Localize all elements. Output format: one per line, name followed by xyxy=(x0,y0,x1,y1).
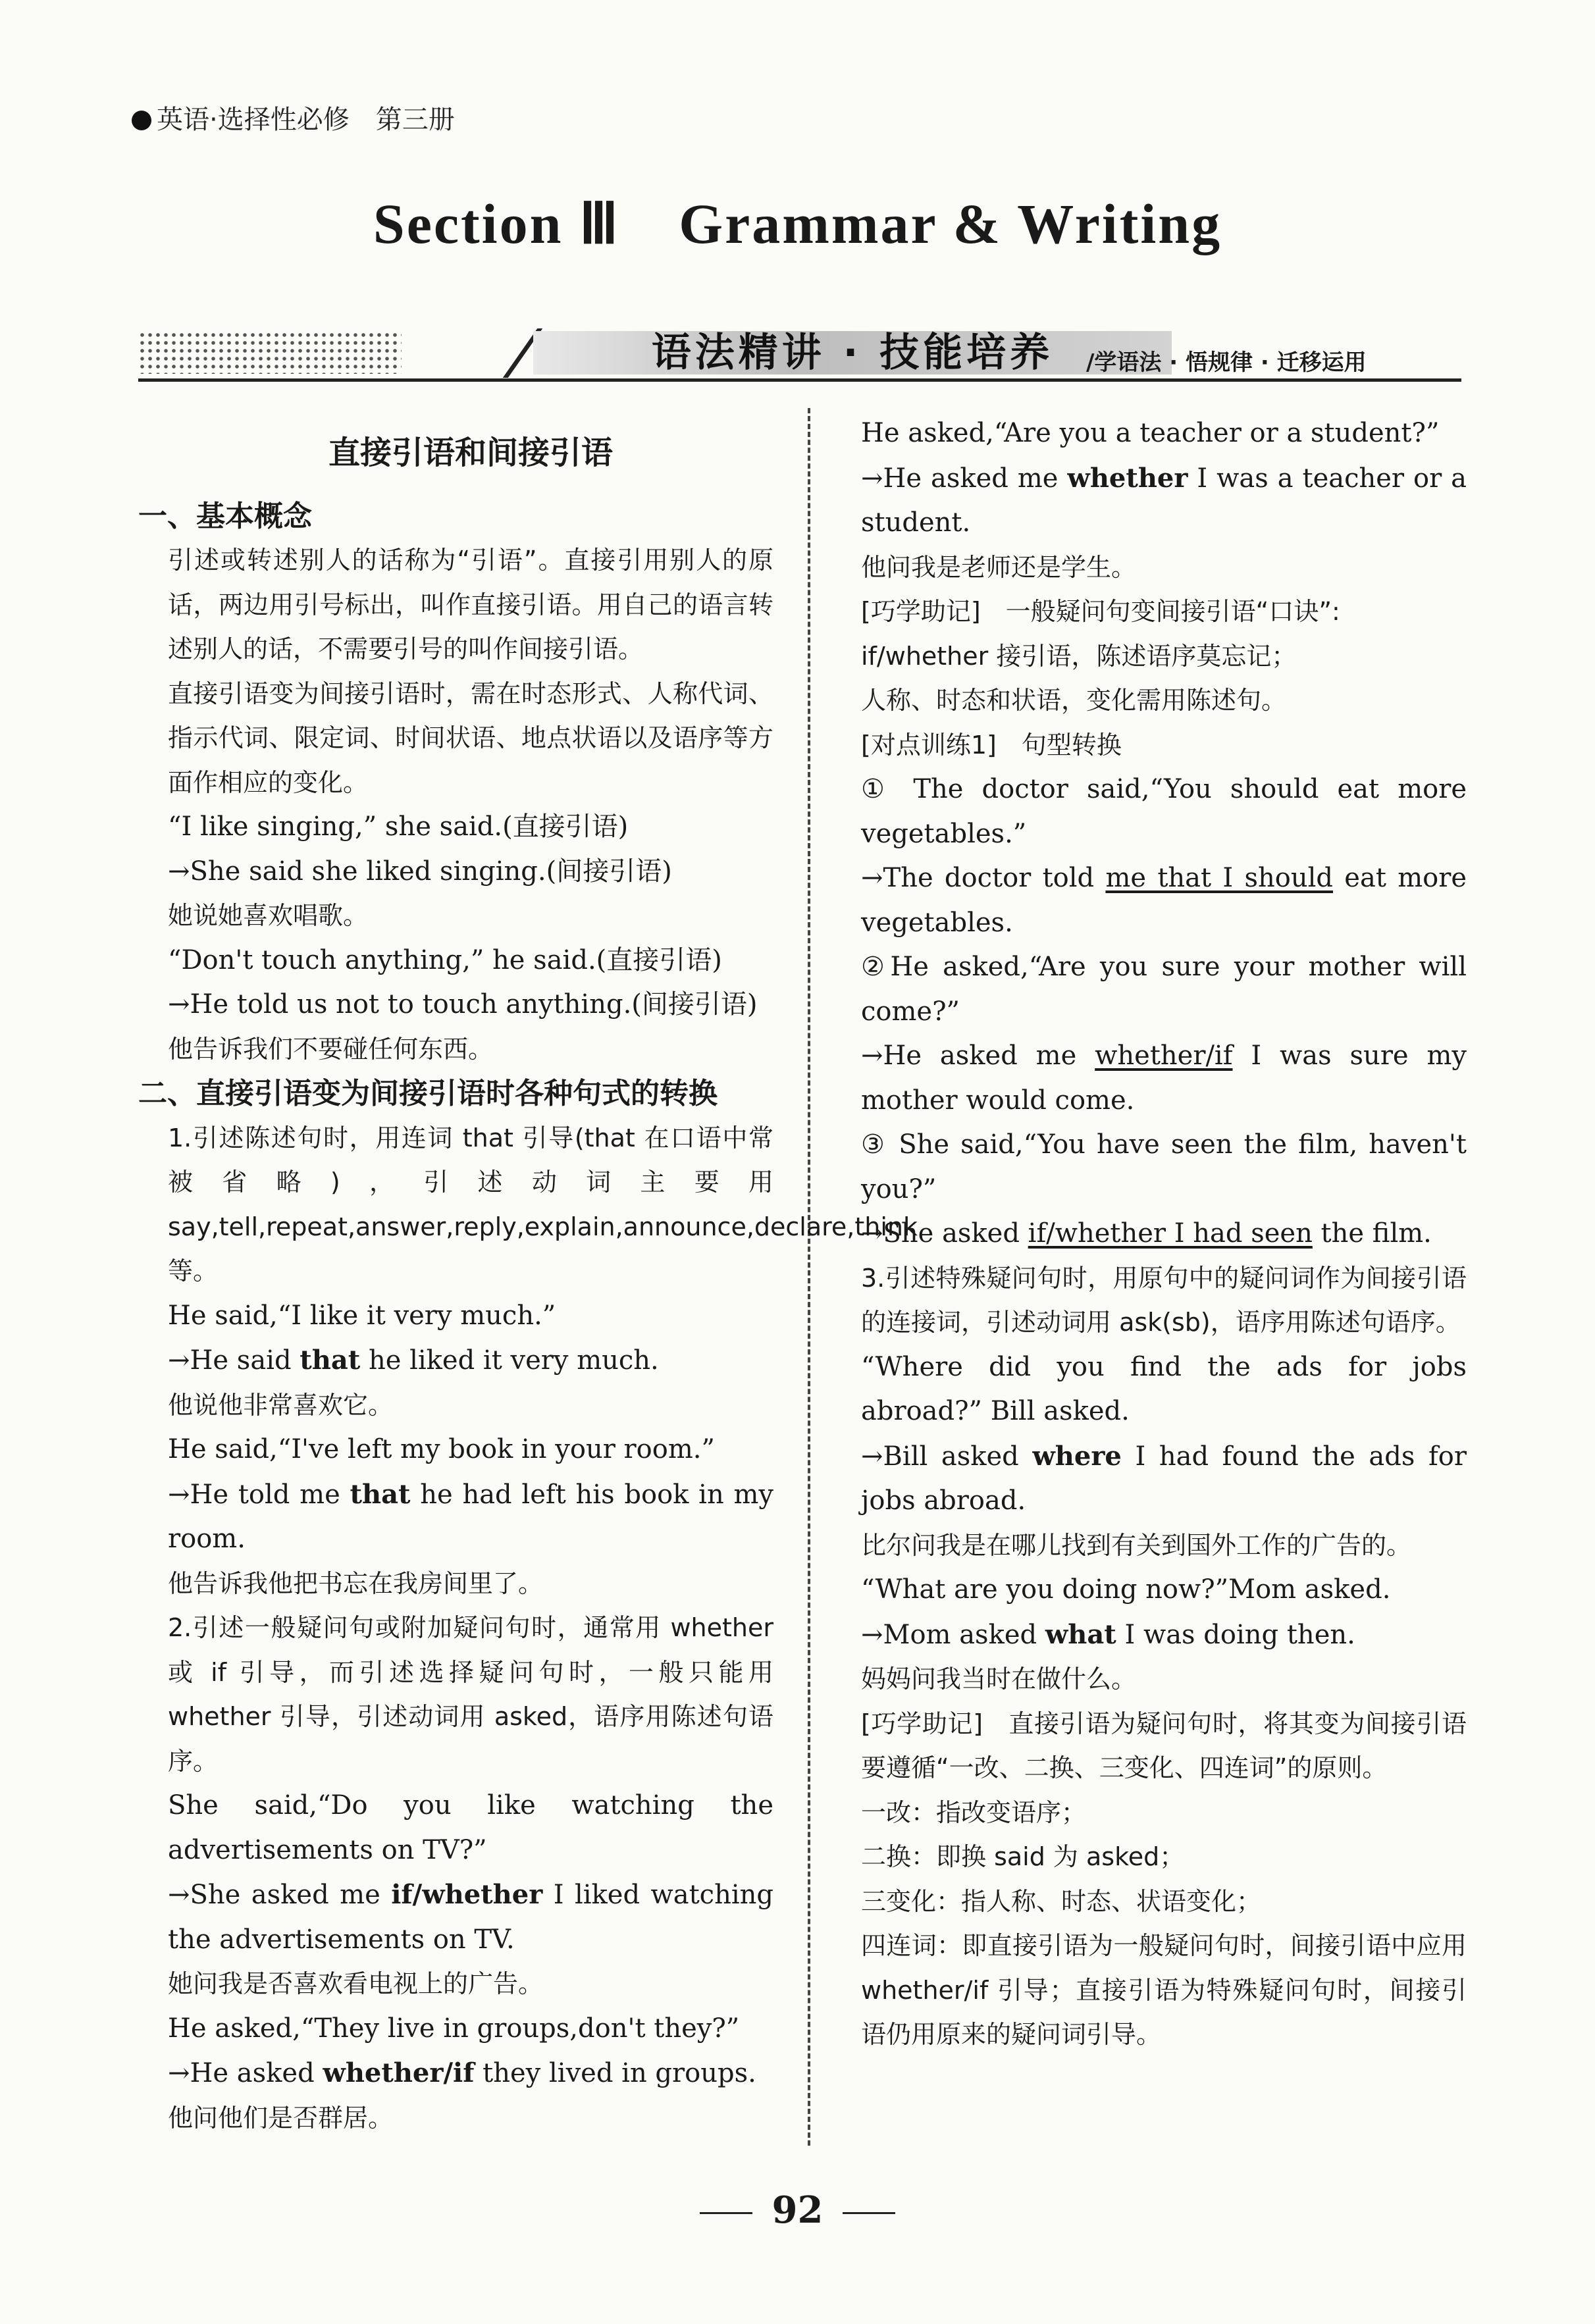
translation: 她问我是否喜欢看电视上的广告。 xyxy=(168,1969,544,1998)
memory-tip: [巧学助记] 一般疑问句变间接引语“口诀”: xyxy=(861,597,1340,626)
memory-tip: if/whether 接引语，陈述语序莫忘记； xyxy=(861,641,1297,671)
section-banner xyxy=(138,326,1461,385)
left-column xyxy=(138,431,918,2140)
translation: 他告诉我他把书忘在我房间里了。 xyxy=(168,1568,544,1598)
example: →He told me that he had left his book in my room. xyxy=(168,1478,774,1554)
tip-item: 一改：指改变语序； xyxy=(861,1797,1087,1827)
example: →Mom asked what I was doing then. xyxy=(861,1618,1355,1650)
example: →He asked whether/if they lived in groups. xyxy=(168,2057,756,2088)
exercise-question: ③ She said,“You have seen the film, haven't you?” xyxy=(861,1129,1467,1204)
exercise-answer: →She asked if/whether I had seen the film. xyxy=(861,1218,1432,1249)
translation: 他说他非常喜欢它。 xyxy=(168,1390,394,1420)
paragraph: 直接引语变为间接引语时，需在时态形式、人称代词、指示代词、限定词、时间状语、地点状语以及语序等方面作相应的变化。 xyxy=(168,679,773,797)
book-label: 英语·选择性必修 第三册 xyxy=(132,99,455,136)
rule-3: 3.引述特殊疑问句时，用原句中的疑问词作为间接引语的连接词，引述动词用 ask(sb)，语序用陈述句语序。 xyxy=(861,1263,1467,1337)
bullet-icon xyxy=(132,111,151,130)
banner-rule xyxy=(138,378,1461,382)
exercise-question: ②He asked,“Are you sure your mother will come?” xyxy=(861,952,1467,1027)
example: He asked,“They live in groups,don't they?” xyxy=(168,2013,740,2044)
example: “I like singing,” she said.(直接引语) xyxy=(168,812,629,842)
exercise-question: ① The doctor said,“You should eat more vegetables.” xyxy=(861,774,1467,849)
translation: 妈妈问我当时在做什么。 xyxy=(861,1665,1137,1693)
example: →She asked me if/whether I liked watching the advertisements on TV. xyxy=(168,1879,773,1955)
topic-heading: 直接引语和间接引语 xyxy=(328,434,613,471)
section-heading-2: 二、直接引语变为间接引语时各种句式的转换 xyxy=(138,1077,718,1110)
rule-decoration xyxy=(700,2212,752,2214)
translation: 她说她喜欢唱歌。 xyxy=(168,901,369,930)
translation: 他问我是老师还是学生。 xyxy=(861,552,1137,582)
memory-tip: 人称、时态和状语，变化需用陈述句。 xyxy=(861,686,1287,715)
banner-tag: /学语法 · 悟规律 · 迁移运用 xyxy=(1086,349,1367,376)
exercise-answer: →He asked me whether/if I was sure my mother would come. xyxy=(861,1041,1467,1116)
page-number: 92 xyxy=(0,2188,1595,2232)
example: “Don't touch anything,” he said.(直接引语) xyxy=(168,944,722,975)
tip-item: 三变化：指人称、时态、状语变化； xyxy=(861,1886,1262,1916)
translation: 比尔问我是在哪儿找到有关到国外工作的广告的。 xyxy=(861,1530,1412,1560)
right-column xyxy=(861,411,1467,2057)
example: →She said she liked singing.(间接引语) xyxy=(168,856,672,887)
rule-2: 2.引述一般疑问句或附加疑问句时，通常用 whether 或 if 引导，而引述选择疑问句时，一般只能用 whether 引导，引述动词用 asked，语序用陈述句语序。 xyxy=(168,1613,773,1776)
tip-item: 二换：即换 said 为 asked； xyxy=(861,1842,1185,1871)
example: She said,“Do you like watching the advertisements on TV?” xyxy=(168,1790,773,1865)
example: →He told us not to touch anything.(间接引语) xyxy=(168,989,758,1020)
example: →He said that he liked it very much. xyxy=(168,1345,659,1376)
translation: 他告诉我们不要碰任何东西。 xyxy=(168,1034,494,1064)
section-heading-1: 一、基本概念 xyxy=(138,499,312,533)
page-title: Section Ⅲ Grammar & Writing xyxy=(373,192,1222,255)
rule-1: 1.引述陈述句时，用连词 that 引导(that 在口语中常被省略)，引述动词主要用 say,tell,repeat,answer,reply,explain,announce,declare,think 等。 xyxy=(168,1123,918,1285)
banner-bar xyxy=(533,331,1172,374)
example: “What are you doing now?”Mom asked. xyxy=(861,1574,1391,1605)
dot-pattern-decoration xyxy=(138,331,402,374)
exercise-heading: [对点训练1] 句型转换 xyxy=(861,730,1122,760)
example: He said,“I like it very much.” xyxy=(168,1300,556,1331)
paragraph: 引述或转述别人的话称为“引语”。直接引用别人的原话，两边用引号标出，叫作直接引语。用自己的语言转述别人的话，不需要引号的叫作间接引语。 xyxy=(168,546,773,663)
banner-title: 语法精讲 · 技能培养 xyxy=(651,330,1054,376)
memory-tip: [巧学助记] 直接引语为疑问句时，将其变为间接引语要遵循“一改、二换、三变化、四连词”的原则。 xyxy=(861,1709,1467,1782)
translation: 他问他们是否群居。 xyxy=(168,2103,394,2132)
exercise-answer: →The doctor told me that I should eat more vegetables. xyxy=(861,863,1467,938)
example: →He asked me whether I was a teacher or a student. xyxy=(861,462,1467,538)
tip-item: 四连词：即直接引语为一般疑问句时，间接引语中应用 whether/if 引导；直接引语为特殊疑问句时，间接引语仍用原来的疑问词引导。 xyxy=(861,1931,1467,2049)
column-divider xyxy=(808,408,810,2146)
example: He said,“I've left my book in your room.” xyxy=(168,1434,715,1464)
example: “Where did you find the ads for jobs abroad?” Bill asked. xyxy=(861,1351,1467,1426)
example: →Bill asked where I had found the ads for jobs abroad. xyxy=(861,1440,1467,1516)
example: He asked,“Are you a teacher or a student?” xyxy=(861,418,1440,448)
rule-decoration xyxy=(843,2212,895,2214)
